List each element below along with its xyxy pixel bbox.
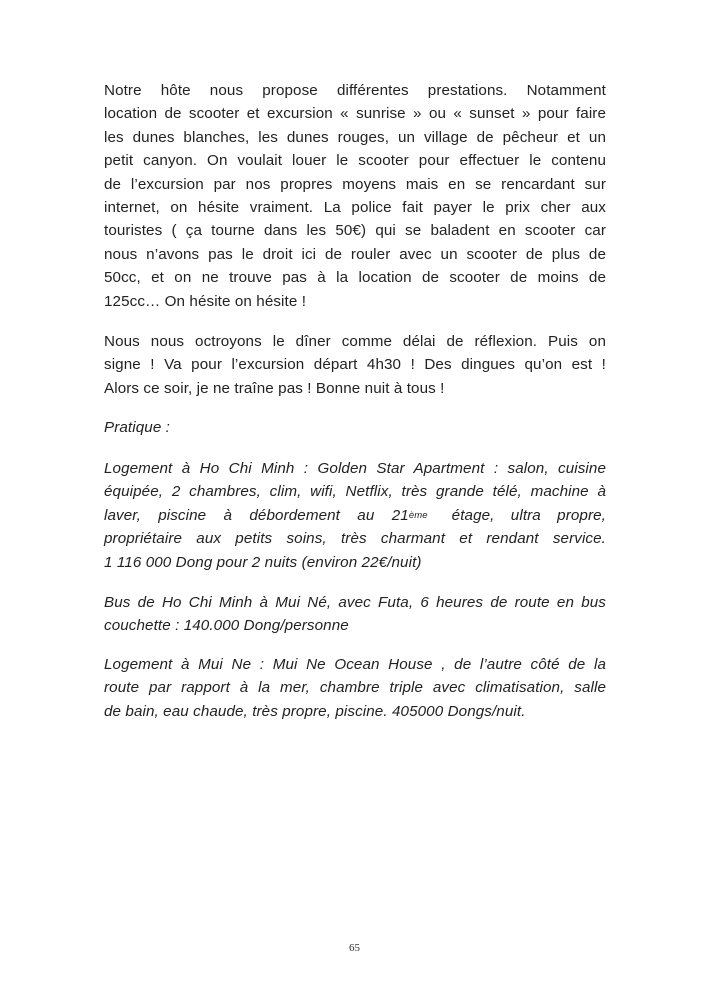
- text-line: 125cc… On hésite on hésite !: [104, 292, 307, 310]
- page-number: 65: [349, 942, 360, 954]
- text-line: [104, 504, 606, 527]
- text-line: Alors ce soir, je ne traîne pas ! Bonne nuit à tous !: [104, 379, 445, 397]
- text-line: couchette : 140.000 Dong/personne: [104, 617, 349, 635]
- superscript: ème: [408, 509, 428, 521]
- text-line: 50cc, et on ne trouve pas à la location de scooter de moins de: [104, 269, 606, 287]
- text-line: 1 116 000 Dong pour 2 nuits (environ 22€/nuit): [104, 553, 422, 571]
- text-line: de l’excursion par nos propres moyens mais en se rencardant sur: [104, 175, 606, 193]
- text-line: Bus de Ho Chi Minh à Mui Né, avec Futa, 6 heures de route en bus: [104, 594, 606, 611]
- text-line: nous n’avons pas le droit ici de rouler avec un scooter de plus de: [104, 245, 606, 263]
- text-line: Nous nous octroyons le dîner comme délai de réflexion. Puis on: [104, 333, 606, 350]
- text-line: signe ! Va pour l’excursion départ 4h30 ! Des dingues qu’on est !: [104, 356, 606, 374]
- text-line: les dunes blanches, les dunes rouges, un village de pêcheur et un: [104, 128, 606, 146]
- text-segment: laver, piscine à débordement au 21 ème: [104, 504, 409, 527]
- text-line: touristes ( ça tourne dans les 50€) qui se baladent en scooter car: [104, 222, 606, 240]
- text-line: location de scooter et excursion « sunrise » ou « sunset » pour faire: [104, 105, 606, 123]
- text-line: équipée, 2 chambres, clim, wifi, Netflix, très grande télé, machine à: [104, 483, 606, 501]
- text-line: Logement à Ho Chi Minh : Golden Star Apartment : salon, cuisine: [104, 460, 606, 477]
- bus-info: [104, 591, 606, 638]
- pratique-heading: Pratique :: [104, 419, 171, 436]
- text-line: route par rapport à la mer, chambre triple avec climatisation, salle: [104, 679, 606, 697]
- logement-mui-ne: [104, 653, 606, 723]
- paragraph-prestations: [104, 79, 606, 313]
- text-line: propriétaire aux petits soins, très charmant et rendant service.: [104, 530, 606, 548]
- text-line: de bain, eau chaude, très propre, piscine. 405000 Dongs/nuit.: [104, 702, 526, 720]
- text-segment: étage, ultra propre,: [451, 506, 606, 524]
- logement-ho-chi-minh: [104, 457, 606, 574]
- paragraph-decision: [104, 330, 606, 400]
- text-line: petit canyon. On voulait louer le scooter pour effectuer le contenu: [104, 152, 606, 170]
- text-line: Notre hôte nous propose différentes prestations. Notamment: [104, 82, 606, 99]
- text-line: internet, on hésite vraiment. La police fait payer le prix cher aux: [104, 199, 606, 217]
- text-line: Logement à Mui Ne : Mui Ne Ocean House , de l’autre côté de la: [104, 656, 606, 673]
